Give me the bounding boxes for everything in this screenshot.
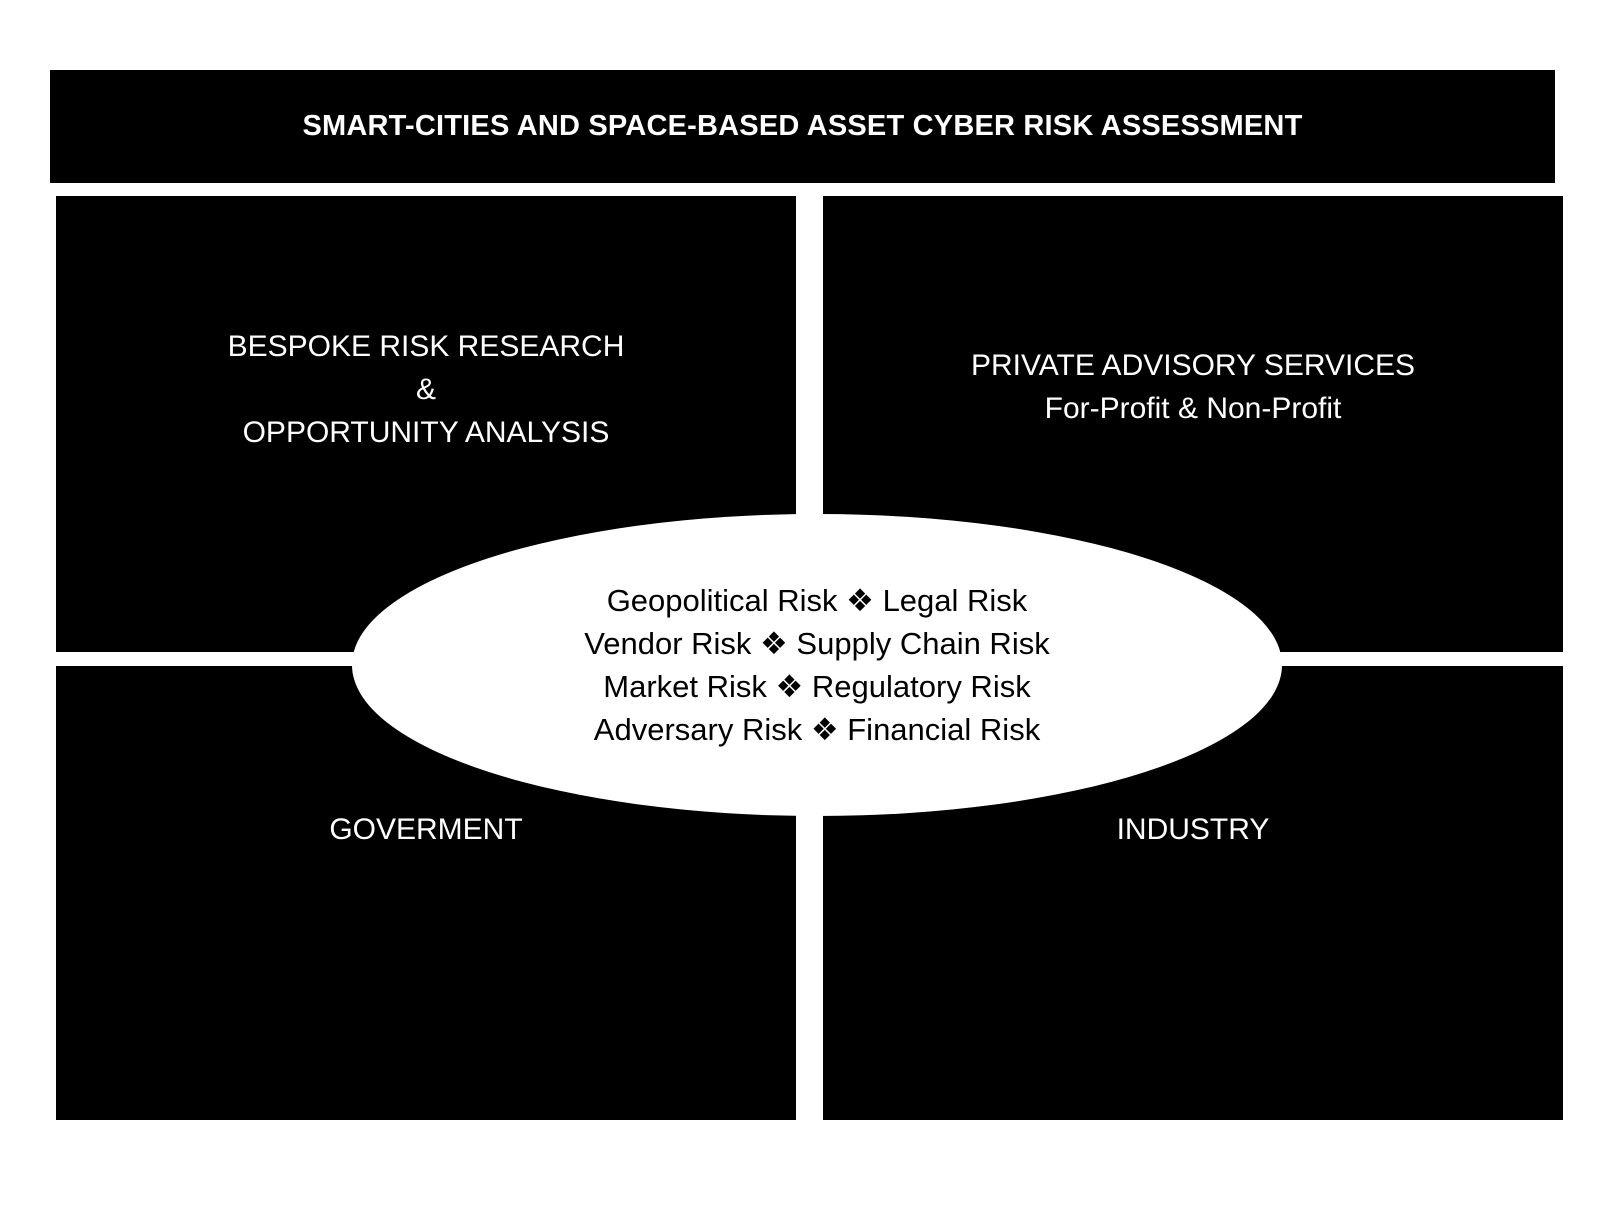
risk-line: Adversary Risk ❖ Financial Risk [593,712,1041,747]
quadrant-line: OPPORTUNITY ANALYSIS [242,415,610,449]
quadrant-content [971,344,1415,430]
risk-line: Geopolitical Risk ❖ Legal Risk [606,583,1028,618]
quadrant-label: INDUSTRY [1116,812,1270,846]
risk-line: Market Risk ❖ Regulatory Risk [603,669,1031,704]
quadrant-line: BESPOKE RISK RESEARCH [227,329,625,363]
quadrant-line: PRIVATE ADVISORY SERVICES [970,349,1416,382]
risk-line: Vendor Risk ❖ Supply Chain Risk [584,626,1050,661]
quadrant-content [228,325,625,454]
quadrant-content [329,808,522,851]
risk-types-ellipse [352,514,1282,816]
diagram-title: SMART-CITIES AND SPACE-BASED ASSET CYBER RISK ASSESSMENT [302,110,1303,142]
quadrant-label: GOVERMENT [329,812,523,846]
title-bar [50,70,1555,183]
quadrant-content [1117,808,1270,851]
quadrant-line: & [415,372,436,406]
quadrant-line: For-Profit & Non-Profit [1044,392,1342,425]
